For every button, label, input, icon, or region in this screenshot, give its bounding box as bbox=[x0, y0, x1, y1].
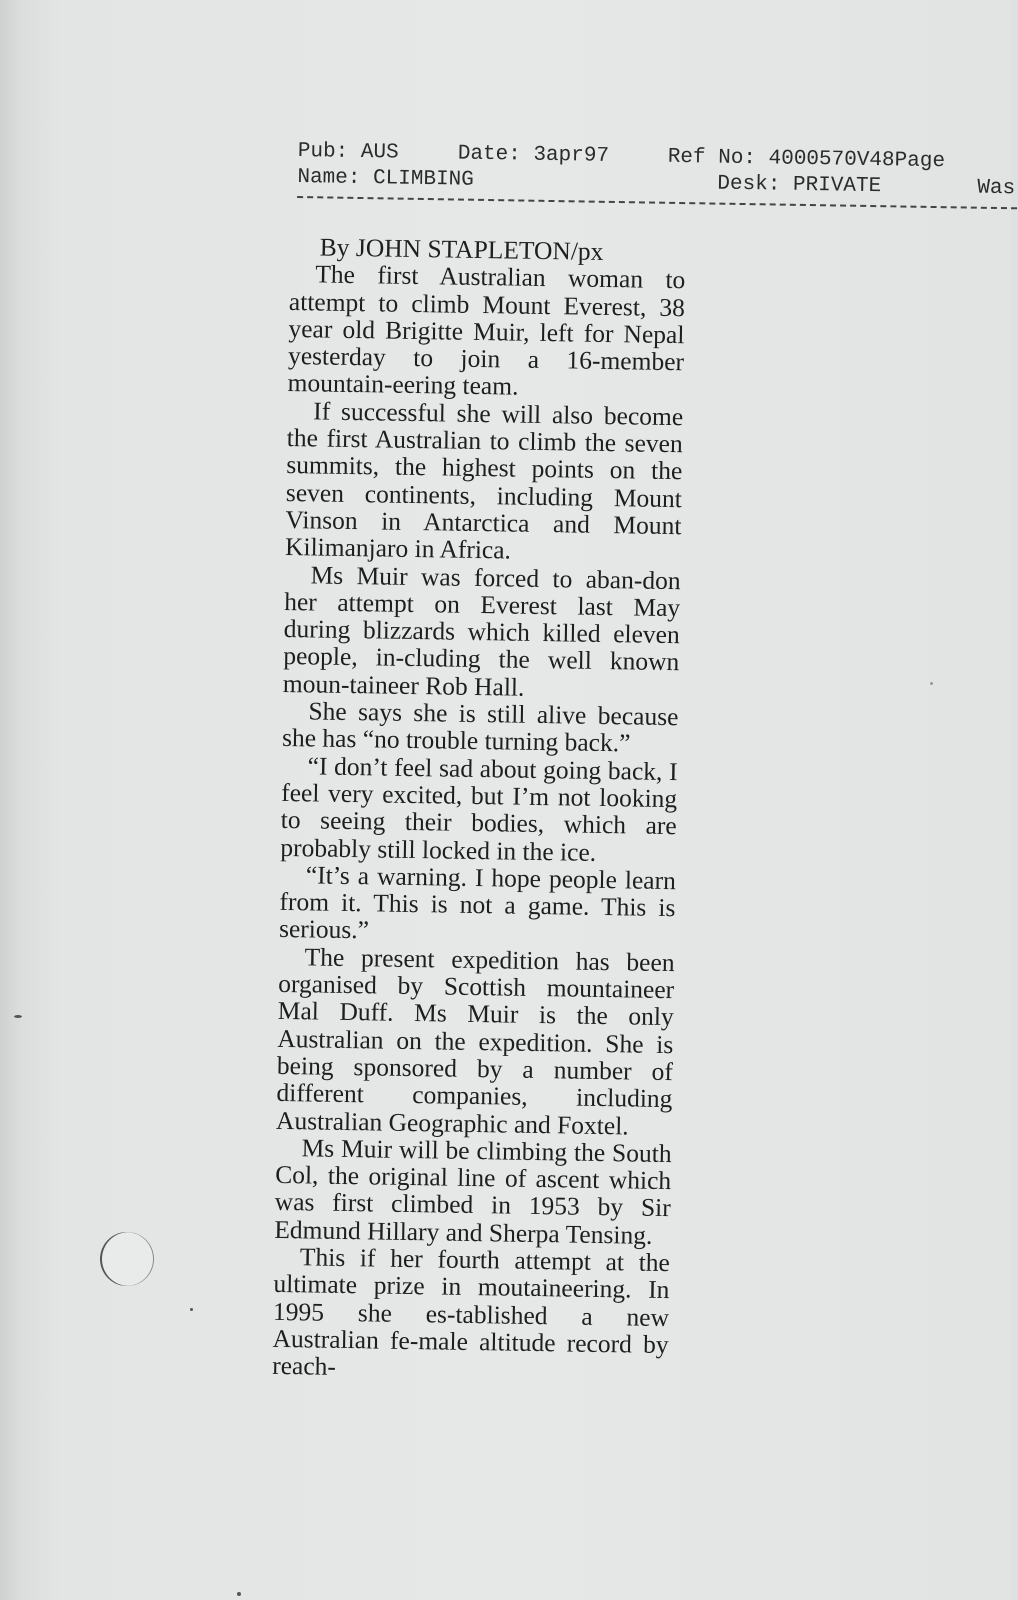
publication-field: Pub: AUS bbox=[297, 140, 399, 165]
article-paragraph: Ms Muir will be climbing the South Col, the original line of ascent which was first climbed in 1953 by Sir Edmund Hillary and Sherpa Tensing. bbox=[274, 1133, 672, 1250]
dust-speck bbox=[14, 1015, 22, 1018]
byline: By JOHN STAPLETON/px bbox=[319, 232, 604, 266]
date-field: Date: 3apr97 bbox=[457, 142, 610, 168]
name-field: Name: CLIMBING bbox=[297, 165, 475, 192]
article-paragraph: “I don’t feel sad about going back, I feel very excited, but I’m not looking to seeing their bodies, which are probably still locked in the ice. bbox=[280, 750, 678, 867]
article-paragraph: She says she is still alive because she has “no trouble turning back.” bbox=[281, 696, 679, 758]
article-paragraph: If successful she will also become the first Australian to climb the seven summits, the highest points on the seven continents, including Mount Vinson in Antarctica and Mount Kilimanjaro in Africa. bbox=[284, 396, 684, 565]
page-edge-shadow bbox=[0, 0, 22, 1600]
dust-speck bbox=[930, 682, 933, 685]
article-paragraph: The first Australian woman to attempt to climb Mount Everest, 38 year old Brigitte Muir, left for Nepal yesterday to join a 16-member mountain-eering team. bbox=[287, 259, 686, 402]
article-paragraph: Ms Muir was forced to aban-don her attempt on Everest last May during blizzards which killed eleven people, in-cluding the well known moun-taineer Rob Hall. bbox=[282, 559, 681, 702]
punch-hole bbox=[100, 1232, 154, 1286]
news-article bbox=[272, 233, 686, 1386]
ref-number-field: Ref No: 4000570V48Page bbox=[667, 145, 946, 174]
article-paragraph: The present expedition has been organised by Scottish mountaineer Mal Duff. Ms Muir is the only Australian on the expedition. She is being sponsored by a number of different companies, including Australian Geographic and Foxtel. bbox=[275, 942, 675, 1140]
clipping-header bbox=[297, 140, 1016, 209]
was-field: Was bbox=[977, 176, 1016, 201]
dust-speck bbox=[190, 1308, 193, 1311]
desk-field: Desk: PRIVATE bbox=[717, 172, 882, 199]
article-paragraph: “It’s a warning. I hope people learn from it. This is not a game. This is serious.” bbox=[278, 860, 677, 945]
dust-speck bbox=[237, 1592, 241, 1596]
article-paragraph: This if her fourth attempt at the ultimate prize in moutaineering. In 1995 she es-tablished a new Australian fe-male altitude record by reach- bbox=[271, 1242, 671, 1382]
